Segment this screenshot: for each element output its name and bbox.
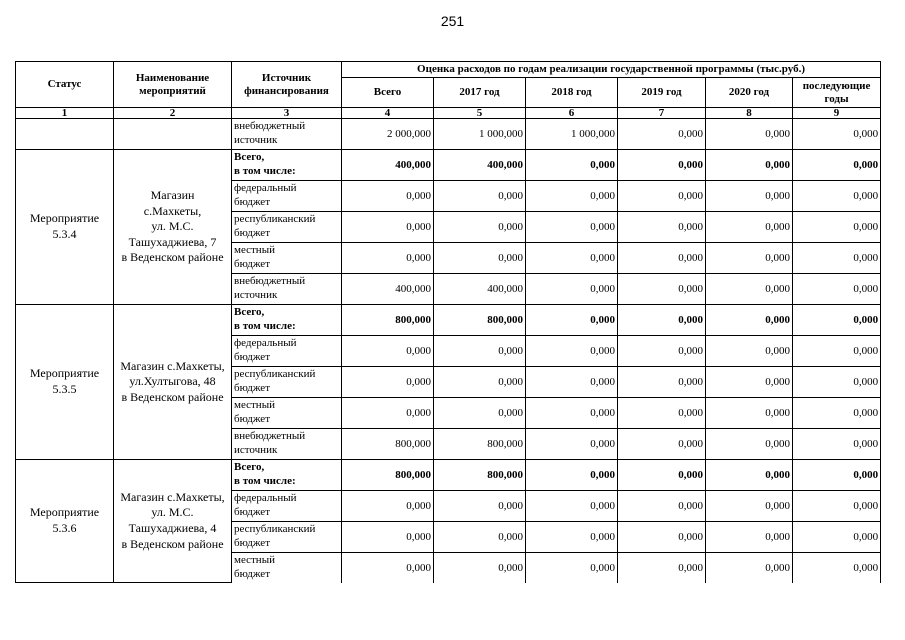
source-cell [232,119,342,150]
source-line: в том числе: [234,165,296,177]
value-cell: 0,000 [526,553,618,583]
value-cell: 400,000 [342,150,434,181]
value-cell: 0,000 [526,429,618,460]
source-line: источник [234,289,278,301]
value-cell: 0,000 [793,522,881,553]
value-cell: 800,000 [434,460,526,491]
source-line: республиканский [234,523,316,536]
source-line: бюджет [234,351,270,363]
source-line: бюджет [234,382,270,394]
value-cell: 1 000,000 [434,119,526,150]
value-cell: 0,000 [793,429,881,460]
source-cell [232,243,342,274]
page-number: 251 [440,13,465,29]
header-total: Всего [342,78,434,108]
measure-row [16,305,881,336]
source-cell [232,150,342,181]
measure-name-line: ул. М.С. [151,219,194,234]
source-cell [232,460,342,491]
value-cell: 0,000 [618,460,706,491]
source-line: бюджет [234,227,270,239]
value-cell: 0,000 [706,398,793,429]
source-cell [232,553,342,583]
value-cell: 0,000 [342,522,434,553]
source-line: местный [234,554,275,566]
value-cell: 0,000 [793,119,881,150]
value-cell: 0,000 [793,150,881,181]
value-cell: 0,000 [434,491,526,522]
value-cell: 0,000 [618,212,706,243]
column-index-row [16,108,881,119]
header-source-line1: Источник [261,71,312,84]
column-index: 4 [342,108,434,119]
value-cell: 0,000 [706,212,793,243]
status-cell-empty [16,119,114,150]
header-later-line1: последующие [802,79,871,92]
value-cell: 0,000 [434,367,526,398]
column-index: 7 [618,108,706,119]
value-cell: 0,000 [434,212,526,243]
name-cell-empty [114,119,232,150]
measure-name-line: ул. М.С. [151,505,194,520]
measure-name-line: Ташухаджиева, 7 [128,234,217,249]
value-cell: 0,000 [342,243,434,274]
value-cell: 800,000 [342,305,434,336]
value-cell: 800,000 [434,305,526,336]
column-index: 1 [16,108,114,119]
source-cell [232,212,342,243]
value-cell: 0,000 [618,305,706,336]
value-cell: 0,000 [793,398,881,429]
measure-name-line: в Веденском районе [121,389,224,404]
header-status: Статус [16,62,114,108]
source-line: республиканский [234,368,316,381]
value-cell: 0,000 [706,274,793,305]
value-cell: 0,000 [342,212,434,243]
source-line: внебюджетный [234,430,306,443]
status-line: Мероприятие [29,366,100,381]
value-cell: 0,000 [526,243,618,274]
value-cell: 0,000 [618,429,706,460]
value-cell: 0,000 [793,367,881,398]
value-cell: 0,000 [618,336,706,367]
value-cell: 0,000 [434,398,526,429]
column-index: 6 [526,108,618,119]
carry-over-row [16,119,881,150]
measure-name-cell [114,150,232,305]
measure-name-line: ул.Хултыгова, 48 [129,374,216,389]
header-later-years [793,78,881,108]
header-2018: 2018 год [526,78,618,108]
source-line: источник [234,444,278,456]
status-line: 5.3.4 [52,227,77,241]
value-cell: 0,000 [793,553,881,583]
measure-name-line: в Веденском районе [121,250,224,265]
value-cell: 0,000 [706,460,793,491]
measure-name-cell [114,460,232,583]
header-source-line2: финансирования [244,84,329,97]
status-line: Мероприятие [29,211,100,226]
value-cell: 0,000 [793,274,881,305]
header-2020: 2020 год [706,78,793,108]
value-cell: 0,000 [526,491,618,522]
measure-name-line: Магазин [150,188,195,203]
status-cell [16,150,114,305]
column-index: 8 [706,108,793,119]
source-line: бюджет [234,258,270,270]
status-cell [16,305,114,460]
source-line: внебюджетный [234,275,306,288]
value-cell: 0,000 [342,336,434,367]
header-name [114,62,232,108]
status-line: 5.3.5 [52,382,77,396]
column-index: 5 [434,108,526,119]
value-cell: 0,000 [793,305,881,336]
value-cell: 0,000 [526,274,618,305]
budget-table [15,61,881,583]
source-cell [232,429,342,460]
status-cell [16,460,114,583]
value-cell: 0,000 [526,398,618,429]
source-line: бюджет [234,413,270,425]
source-line: источник [234,134,278,146]
measure-row [16,150,881,181]
source-line: федеральный [234,182,297,195]
value-cell: 0,000 [618,181,706,212]
value-cell: 2 000,000 [342,119,434,150]
header-name-line2: мероприятий [139,84,206,97]
measure-name-cell [114,305,232,460]
value-cell: 0,000 [526,460,618,491]
value-cell: 0,000 [342,398,434,429]
value-cell: 0,000 [618,274,706,305]
value-cell: 0,000 [706,305,793,336]
value-cell: 0,000 [706,367,793,398]
value-cell: 0,000 [706,491,793,522]
source-line: федеральный [234,337,297,350]
column-index: 2 [114,108,232,119]
source-line: бюджет [234,567,270,580]
value-cell: 0,000 [618,491,706,522]
value-cell: 0,000 [618,150,706,181]
source-cell [232,181,342,212]
value-cell: 0,000 [434,522,526,553]
value-cell: 800,000 [342,429,434,460]
value-cell: 0,000 [526,212,618,243]
source-cell [232,522,342,553]
value-cell: 0,000 [618,553,706,583]
measure-name-line: Магазин с.Махкеты, [120,358,225,373]
value-cell: 0,000 [342,553,434,583]
header-cost-group: Оценка расходов по годам реализации государственной программы (тыс.руб.) [342,62,881,78]
value-cell: 0,000 [434,336,526,367]
value-cell: 800,000 [434,429,526,460]
value-cell: 1 000,000 [526,119,618,150]
value-cell: 0,000 [706,336,793,367]
value-cell: 0,000 [793,460,881,491]
value-cell: 0,000 [793,181,881,212]
measure-name-line: в Веденском районе [121,536,224,551]
value-cell: 0,000 [342,367,434,398]
measure-name-line: Магазин с.Махкеты, [120,489,225,504]
source-line: в том числе: [234,475,296,487]
value-cell: 0,000 [526,367,618,398]
measure-name-line: Ташухаджиева, 4 [128,521,217,535]
header-later-line2: годы [824,92,849,105]
source-line: местный [234,399,275,412]
value-cell: 0,000 [618,243,706,274]
value-cell: 0,000 [526,181,618,212]
source-line: местный [234,244,275,257]
status-line: Мероприятие [29,505,100,520]
value-cell: 0,000 [793,491,881,522]
source-line: бюджет [234,537,270,549]
value-cell: 0,000 [618,367,706,398]
value-cell: 0,000 [706,553,793,583]
measure-name-line: с.Махкеты, [143,203,202,218]
source-line: в том числе: [234,320,296,332]
header-row-1 [16,62,881,78]
value-cell: 0,000 [706,243,793,274]
source-cell [232,367,342,398]
source-line: бюджет [234,196,270,208]
source-cell [232,491,342,522]
value-cell: 0,000 [706,522,793,553]
value-cell: 0,000 [342,491,434,522]
source-cell [232,398,342,429]
source-line: республиканский [234,213,316,226]
value-cell: 0,000 [434,553,526,583]
value-cell: 0,000 [618,522,706,553]
value-cell: 0,000 [618,398,706,429]
value-cell: 0,000 [526,522,618,553]
value-cell: 0,000 [526,336,618,367]
source-line: Всего, [234,306,265,319]
measure-row [16,460,881,491]
source-cell [232,274,342,305]
header-name-line1: Наименование [135,71,210,84]
source-cell [232,336,342,367]
column-index: 3 [232,108,342,119]
source-line: бюджет [234,506,270,518]
source-line: внебюджетный [234,120,306,133]
value-cell: 400,000 [342,274,434,305]
value-cell: 0,000 [342,181,434,212]
value-cell: 0,000 [706,150,793,181]
source-line: Всего, [234,461,265,474]
header-2017: 2017 год [434,78,526,108]
column-index: 9 [793,108,881,119]
value-cell: 800,000 [342,460,434,491]
source-cell [232,305,342,336]
value-cell: 0,000 [526,150,618,181]
value-cell: 0,000 [793,212,881,243]
value-cell: 0,000 [434,243,526,274]
header-2019: 2019 год [618,78,706,108]
value-cell: 400,000 [434,150,526,181]
value-cell: 0,000 [793,243,881,274]
value-cell: 0,000 [706,181,793,212]
value-cell: 0,000 [706,119,793,150]
status-line: 5.3.6 [52,521,77,535]
header-source [232,62,342,108]
value-cell: 0,000 [793,336,881,367]
value-cell: 0,000 [706,429,793,460]
value-cell: 0,000 [526,305,618,336]
value-cell: 0,000 [618,119,706,150]
table-body [16,119,881,583]
value-cell: 0,000 [434,181,526,212]
source-line: федеральный [234,492,297,505]
source-line: Всего, [234,151,265,164]
value-cell: 400,000 [434,274,526,305]
